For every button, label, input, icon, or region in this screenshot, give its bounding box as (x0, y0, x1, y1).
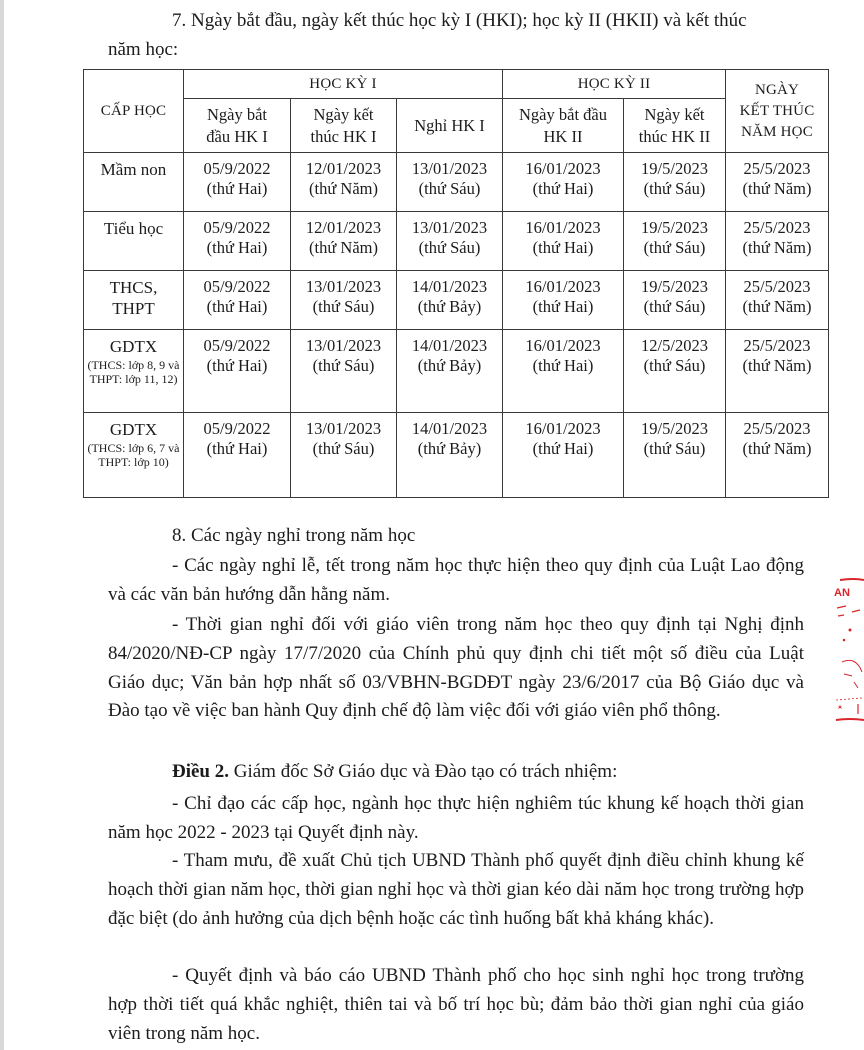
date: 19/5/2023 (641, 419, 708, 438)
section-8-p2-text: - Thời gian nghỉ đối với giáo viên trong năm học theo quy định tại Nghị định 84/2020/NĐ-CP ngày 17/7/2020 của Chính phủ quy định chi tiết một số điều của Luật Giáo dục; Văn bản hợp nhất số 03/VBHN-BGDĐT ngày 23/6/2017 của Bộ Giáo dục và Đào tạo về việc ban hành Quy định chế độ làm việc đối với giáo viên phổ thông. (108, 614, 804, 722)
hk2-end-cell (624, 153, 726, 212)
hk1-break-cell (397, 271, 503, 330)
header-hk1-end (291, 99, 397, 153)
weekday: (thứ Sáu) (643, 356, 706, 375)
date: 05/9/2022 (203, 277, 271, 296)
date: 12/5/2023 (641, 336, 708, 355)
weekday: (thứ Sáu) (312, 356, 375, 375)
article-2-p1-text: - Chỉ đạo các cấp học, ngành học thực hiện nghiêm túc khung kế hoạch thời gian năm học 2022 - 2023 tại Quyết định này. (108, 793, 804, 843)
school-year-schedule-table (83, 69, 829, 498)
level-note: (THCS: lớp 6, 7 và THPT: lớp 10) (87, 441, 180, 469)
article-2-paragraph-2 (108, 847, 804, 933)
level-note: (THCS: lớp 8, 9 và THPT: lớp 11, 12) (87, 358, 180, 386)
red-seal-stamp (832, 572, 864, 722)
weekday: (thứ Sáu) (312, 439, 375, 458)
section-7-line-1: 7. Ngày bắt đầu, ngày kết thúc học kỳ I (HKI); học kỳ II (HKII) và kết thúc (172, 10, 747, 31)
date: 14/01/2023 (411, 277, 488, 296)
weekday: (thứ Năm) (742, 179, 812, 198)
date: 13/01/2023 (411, 218, 488, 237)
hk1-start-cell (184, 271, 291, 330)
weekday: (thứ Sáu) (418, 179, 481, 198)
section-8-title (108, 522, 804, 551)
header-level: CẤP HỌC (84, 70, 184, 153)
section-8-title-text: 8. Các ngày nghỉ trong năm học (172, 525, 416, 546)
level-cell (84, 330, 184, 413)
level-name: GDTX (109, 337, 158, 356)
hk2-start-cell (503, 212, 624, 271)
date: 05/9/2022 (203, 159, 271, 178)
weekday: (thứ Năm) (309, 238, 378, 257)
header-hk2-start-l2: HK II (543, 126, 583, 146)
weekday: (thứ Hai) (206, 439, 268, 458)
weekday: (thứ Bảy) (417, 297, 482, 316)
hk2-end-cell (624, 212, 726, 271)
stamp-arc-bottom (836, 719, 864, 720)
hk2-end-cell (624, 413, 726, 498)
header-semester-2: HỌC KỲ II (503, 70, 726, 99)
weekday: (thứ Bảy) (417, 439, 482, 458)
hk1-start-cell (184, 212, 291, 271)
level-name: Tiểu học (103, 219, 164, 238)
header-hk1-start-l2: đầu HK I (206, 126, 268, 146)
hk1-start-cell (184, 153, 291, 212)
date: 19/5/2023 (641, 277, 708, 296)
header-hk2-end (624, 99, 726, 153)
header-hk1-end-l2: thúc HK I (310, 126, 377, 146)
weekday: (thứ Hai) (206, 297, 268, 316)
header-hk1-end-l1: Ngày kết (313, 104, 374, 124)
hk1-break-cell (397, 413, 503, 498)
weekday: (thứ Năm) (742, 238, 812, 257)
table-row (84, 330, 829, 413)
header-hk2-start (503, 99, 624, 153)
weekday: (thứ Sáu) (643, 238, 706, 257)
section-8-paragraph-1 (108, 552, 804, 610)
date: 12/01/2023 (305, 159, 382, 178)
date: 16/01/2023 (525, 419, 601, 438)
level-name: GDTX (109, 420, 158, 439)
header-hk1-break: Nghỉ HK I (397, 99, 503, 153)
date: 25/5/2023 (743, 277, 811, 296)
stamp-text: AN (834, 587, 850, 599)
weekday: (thứ Sáu) (418, 238, 481, 257)
section-7-line-2: năm học: (108, 38, 179, 60)
year-end-cell (726, 271, 829, 330)
hk1-end-cell (291, 212, 397, 271)
header-year-end-l3: NĂM HỌC (741, 123, 813, 140)
article-2-p2-text: - Tham mưu, đề xuất Chủ tịch UBND Thành phố quyết định điều chỉnh khung kế hoạch thời gian năm học, thời gian nghỉ học và thời gian kéo dài năm học trong trường hợp đặc biệt (do ảnh hưởng của dịch bệnh hoặc các tình huống bất khả kháng khác). (108, 850, 804, 929)
weekday: (thứ Hai) (206, 179, 268, 198)
date: 13/01/2023 (305, 336, 382, 355)
year-end-cell (726, 212, 829, 271)
date: 19/5/2023 (641, 159, 708, 178)
date: 05/9/2022 (203, 336, 271, 355)
weekday: (thứ Sáu) (312, 297, 375, 316)
weekday: (thứ Năm) (742, 356, 812, 375)
article-2-heading-text: Giám đốc Sở Giáo dục và Đào tạo có trách nhiệm: (229, 761, 618, 782)
table-row (84, 153, 829, 212)
level-cell (84, 413, 184, 498)
date: 14/01/2023 (411, 419, 488, 438)
year-end-cell (726, 153, 829, 212)
date: 12/01/2023 (305, 218, 382, 237)
article-2-label: Điều 2. (172, 761, 229, 782)
date: 16/01/2023 (525, 277, 601, 296)
level-cell (84, 153, 184, 212)
hk2-start-cell (503, 153, 624, 212)
date: 25/5/2023 (743, 419, 811, 438)
date: 05/9/2022 (203, 218, 271, 237)
header-year-end-l1: NGÀY (754, 81, 800, 98)
date: 13/01/2023 (305, 277, 382, 296)
hk1-end-cell (291, 330, 397, 413)
date: 13/01/2023 (411, 159, 488, 178)
stamp-arc-top (840, 579, 864, 580)
hk2-start-cell (503, 413, 624, 498)
section-8-p1-text: - Các ngày nghỉ lễ, tết trong năm học thực hiện theo quy định của Luật Lao động và các văn bản hướng dẫn hằng năm. (108, 555, 804, 605)
article-2-heading (108, 758, 804, 787)
header-hk2-end-l2: thúc HK II (638, 126, 711, 146)
weekday: (thứ Hai) (206, 238, 268, 257)
hk2-end-cell (624, 271, 726, 330)
hk1-end-cell (291, 413, 397, 498)
header-semester-1: HỌC KỲ I (184, 70, 503, 99)
level-name: THCS, (109, 278, 158, 297)
level-cell (84, 271, 184, 330)
header-hk2-end-l1: Ngày kết (644, 104, 705, 124)
level-name: Mầm non (100, 160, 167, 179)
date: 25/5/2023 (743, 159, 811, 178)
weekday: (thứ Bảy) (417, 356, 482, 375)
date: 16/01/2023 (525, 336, 601, 355)
hk1-start-cell (184, 413, 291, 498)
header-hk1-start-l1: Ngày bắt (206, 104, 268, 124)
date: 14/01/2023 (411, 336, 488, 355)
article-2-paragraph-3 (108, 962, 804, 1048)
weekday: (thứ Hai) (206, 356, 268, 375)
weekday: (thứ Hai) (532, 297, 594, 316)
level-name-line-2: THPT (112, 299, 155, 318)
weekday: (thứ Sáu) (643, 297, 706, 316)
header-year-end-l2: KẾT THÚC (739, 102, 815, 119)
date: 25/5/2023 (743, 336, 811, 355)
section-7-heading (108, 7, 804, 65)
table-row (84, 271, 829, 330)
section-8-paragraph-2 (108, 611, 804, 726)
level-cell (84, 212, 184, 271)
stamp-swirl (842, 660, 862, 688)
table-row (84, 413, 829, 498)
date: 16/01/2023 (525, 218, 601, 237)
header-row-top (84, 70, 829, 99)
year-end-cell (726, 413, 829, 498)
stamp-dash (836, 698, 862, 700)
hk2-start-cell (503, 330, 624, 413)
date: 16/01/2023 (525, 159, 601, 178)
date: 05/9/2022 (203, 419, 271, 438)
weekday: (thứ Năm) (742, 439, 812, 458)
hk2-start-cell (503, 271, 624, 330)
page-edge (0, 0, 4, 1050)
hk1-end-cell (291, 271, 397, 330)
header-row-sub (84, 99, 829, 153)
header-hk2-start-l1: Ngày bắt đầu (519, 104, 607, 124)
date: 13/01/2023 (305, 419, 382, 438)
weekday: (thứ Hai) (532, 238, 594, 257)
hk2-end-cell (624, 330, 726, 413)
table-row (84, 212, 829, 271)
hk1-start-cell (184, 330, 291, 413)
hk1-break-cell (397, 330, 503, 413)
year-end-cell (726, 330, 829, 413)
stamp-marks (837, 606, 860, 616)
weekday: (thứ Năm) (309, 179, 378, 198)
hk1-break-cell (397, 212, 503, 271)
weekday: (thứ Sáu) (643, 179, 706, 198)
header-hk1-start (184, 99, 291, 153)
stamp-dot (849, 629, 852, 632)
stamp-star (838, 705, 842, 709)
weekday: (thứ Hai) (532, 179, 594, 198)
weekday: (thứ Hai) (532, 439, 594, 458)
article-2-p3-text: - Quyết định và báo cáo UBND Thành phố cho học sinh nghỉ học trong trường hợp thời tiết quá khắc nghiệt, thiên tai và bố trí học bù; đảm bảo thời gian nghỉ của giáo viên trong năm học. (108, 965, 804, 1044)
weekday: (thứ Hai) (532, 356, 594, 375)
stamp-dot (843, 639, 846, 642)
weekday: (thứ Sáu) (643, 439, 706, 458)
hk1-break-cell (397, 153, 503, 212)
article-2-paragraph-1 (108, 790, 804, 848)
weekday: (thứ Năm) (742, 297, 812, 316)
date: 25/5/2023 (743, 218, 811, 237)
hk1-end-cell (291, 153, 397, 212)
date: 19/5/2023 (641, 218, 708, 237)
header-year-end (726, 70, 829, 153)
